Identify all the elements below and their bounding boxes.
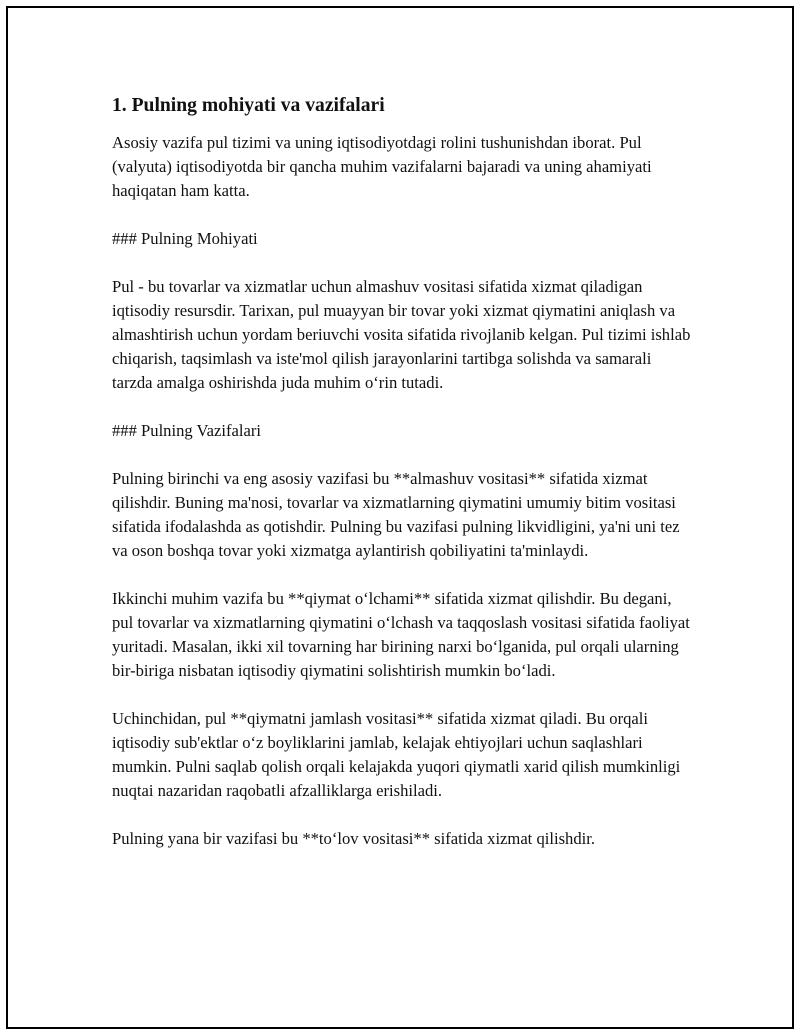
section-heading-vazifalari: ### Pulning Vazifalari <box>112 421 262 440</box>
paragraph-mohiyati: Pul - bu tovarlar va xizmatlar uchun almashuv vositasi sifatida xizmat qiladigan iqtisodiy resursdir. Tarixan, pul muayyan bir tovar yoki xizmat qiymatini aniqlash va almashtirish uchun yordam beriuvchi vosita sifatida rivojlanib kelgan. Pul tizimi ishlab chiqarish, taqsimlash va iste'mol qilish jarayonlarini tartibga solishda va samarali tarzda amalga oshirishda juda muhim o‘rin tutadi. <box>112 277 691 392</box>
paragraph-tolov: Pulning yana bir vazifasi bu **to‘lov vositasi** sifatida xizmat qilishdir. <box>112 829 595 848</box>
document-body <box>112 93 692 875</box>
section-heading-mohiyati: ### Pulning Mohiyati <box>112 229 258 248</box>
paragraph-intro: Asosiy vazifa pul tizimi va uning iqtisodiyotdagi rolini tushunishdan iborat. Pul (valyuta) iqtisodiyotda bir qancha muhim vazifalarni bajaradi va uning ahamiyati haqiqatan ham katta. <box>112 133 652 200</box>
paragraph-almashuv: Pulning birinchi va eng asosiy vazifasi bu **almashuv vositasi** sifatida xizmat qilishdir. Buning ma'nosi, tovarlar va xizmatlarning qiymatini umumiy bitim vositasi sifatida ifodalashda as qotishdir. Pulning bu vazifasi pulning likvidligini, ya'ni uni tez va oson boshqa tovar yoki xizmatga aylantirish qobiliyatini ta'minlaydi. <box>112 469 680 560</box>
paragraph-qiymat-jamlash: Uchinchidan, pul **qiymatni jamlash vositasi** sifatida xizmat qiladi. Bu orqali iqtisodiy sub'ektlar o‘z boyliklarini jamlab, kelajak ehtiyojlari uchun saqlashlari mumkin. Pulni saqlab qolish orqali kelajakda yuqori qiymatli xarid qilish mumkinligi nuqtai nazaridan raqobatli afzalliklarga erishiladi. <box>112 709 681 800</box>
paragraph-qiymat-olchami: Ikkinchi muhim vazifa bu **qiymat o‘lchami** sifatida xizmat qilishdir. Bu degani, pul tovarlar va xizmatlarning qiymatini o‘lchash va taqqoslash vositasi sifatida faoliyat yuritadi. Masalan, ikki xil tovarning har birining narxi bo‘lganida, pul orqali ularning bir-biriga nisbatan iqtisodiy qiymatini solishtirish mumkin bo‘ladi. <box>112 589 690 680</box>
document-title: 1. Pulning mohiyati va vazifalari <box>112 95 385 116</box>
